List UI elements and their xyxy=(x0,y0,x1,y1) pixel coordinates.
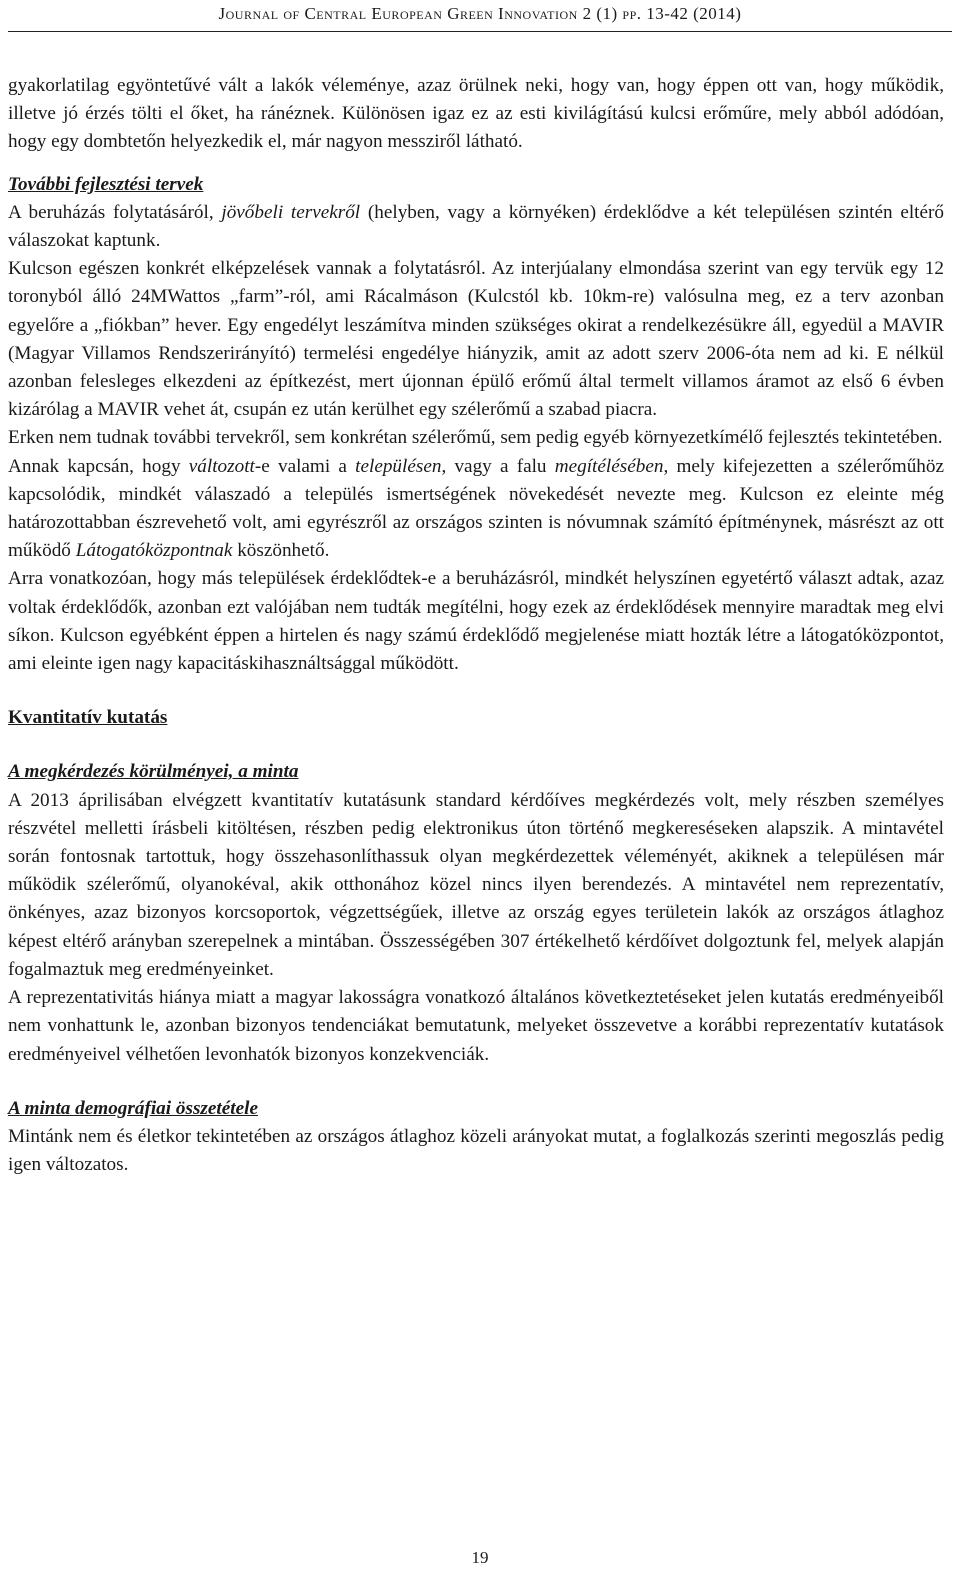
paragraph-demographics: Mintánk nem és életkor tekintetében az országos átlaghoz közeli arányokat mutat, a foglalkozás szerinti megoszlás pedig igen változatos. xyxy=(8,1125,944,1176)
text-run: , vagy a falu xyxy=(441,455,555,477)
text-run: Annak kapcsán, hogy xyxy=(8,455,189,477)
paragraph-plans-1 xyxy=(8,199,944,255)
emphasis-reputation: megítélésében xyxy=(554,455,664,477)
emphasis-future-plans: jövőbeli tervekről xyxy=(221,201,361,223)
paragraph-plans-4 xyxy=(8,453,944,566)
paragraph-sample-1: A 2013 áprilisában elvégzett kvantitatív kutatásunk standard kérdőíves megkérdezés volt, mely részben személyes részvétel melletti írásbeli kitöltésen, részben pedig elektronikus úton történő megkereséseken alapszik. A mintavétel során fontosnak tartottuk, hogy összehasonlíthassuk olyan megkérdezettek véleményét, akiknek a településen már működik szélerőmű, olyanokéval, akik otthonához közel nincs ilyen berendezés. A mintavétel nem reprezentatív, önkényes, azaz bizonyos korcsoportok, végzettségűek, illetve az ország egyes területein lakók az országos átlaghoz képest eltérő arányban szerepelnek a mintában. Összességében 307 értékelhető kérdőívet dolgoztunk fel, melyek alapján fogalmaztuk meg eredményeinket. xyxy=(8,789,944,980)
section-heading-plans: További fejlesztési tervek xyxy=(8,173,204,195)
page-number: 19 xyxy=(471,1548,489,1567)
emphasis-settlement: településen xyxy=(355,455,442,477)
emphasis-visitor-center: Látogatóközpontnak xyxy=(75,540,233,562)
text-run: (helyben, vagy a környéken) érdeklődve a két településen szintén eltérő válaszokat kaptunk. xyxy=(8,201,944,252)
section-heading-quantitative: Kvantitatív kutatás xyxy=(8,707,168,729)
paragraph-sample-2: A reprezentativitás hiánya miatt a magyar lakosságra vonatkozó általános következtetéseket jelen kutatás eredményeiből nem vonhattunk le, azonban bizonyos tendenciákat bemutatunk, melyeket összevetve a korábbi reprezentatív kutatások eredményeivel vélhetően levonhatók bizonyos konzekvenciák. xyxy=(8,987,944,1065)
emphasis-changed: változott xyxy=(188,455,255,477)
text-run: A beruházás folytatásáról, xyxy=(8,201,222,223)
paragraph-intro: gyakorlatilag egyöntetűvé vált a lakók véleménye, azaz örülnek neki, hogy van, hogy éppen ott van, hogy működik, illetve jó érzés tölti el őket, ha ránéznek. Különösen igaz ez az esti kivilágítású kulcsi erőműre, mely abból adódóan, hogy egy dombtetőn helyezkedik el, már nagyon messziről látható. xyxy=(8,75,944,153)
text-run: , mely kifejezetten a szélerőműhöz kapcsolódik, mindkét válaszadó a település ismertségének növekedését nevezte meg. Kulcson ez eleinte még határozottabban észrevehető volt, ami egyrészről az országos szinten is nóvumnak számító építménynek, másrészt az ott működő xyxy=(8,455,944,562)
paragraph-plans-5: Arra vonatkozóan, hogy más települések érdeklődtek-e a beruházásról, mindkét helyszínen egyetértő választ adtak, azaz voltak érdeklődők, azonban ezt valójában nem tudták megítélni, hogy ezek az érdeklődések mennyire maradtak meg elvi síkon. Kulcson egyébként éppen a hirtelen és nagy számú érdeklődő megjelenése miatt hozták létre a látogatóközpontot, ami eleinte igen nagy kapacitáskihasználtsággal működött. xyxy=(8,568,944,675)
paragraph-plans-2: Kulcson egészen konkrét elképzelések vannak a folytatásról. Az interjúalany elmondása szerint van egy tervük egy 12 toronyból álló 24MWattos „farm”-ról, ami Rácalmáson (Kulcstól kb. 10km-re) valósulna meg, ez a terv azonban egyelőre a „fiókban” hever. Egy engedélyt leszámítva minden szükséges okirat a rendelkezésükre áll, egyedül a MAVIR (Magyar Villamos Rendszerirányító) termelési engedélye hiányzik, amit az adott szerv 2006-óta nem ad ki. E nélkül azonban felesleges elkezdeni az építkezést, mert újonnan épülő erőmű által termelt villamos áramot az első 6 évben kizárólag a MAVIR vehet át, csupán ez után kerülhet egy szélerőmű a szabad piacra. xyxy=(8,258,944,421)
article-body xyxy=(8,72,944,1179)
paragraph-plans-3: Erken nem tudnak további tervekről, sem konkrétan szélerőmű, sem pedig egyéb környezetkímélő fejlesztés tekintetében. xyxy=(8,427,943,449)
subsection-heading-sample: A megkérdezés körülményei, a minta xyxy=(8,761,299,783)
text-run: -e valami a xyxy=(254,455,356,477)
text-run: köszönhető. xyxy=(232,540,330,562)
subsection-heading-demographics: A minta demográfiai összetétele xyxy=(8,1097,258,1119)
journal-header: Journal of Central European Green Innovation 2 (1) pp. 13-42 (2014) xyxy=(218,4,742,23)
header-divider xyxy=(8,31,952,32)
